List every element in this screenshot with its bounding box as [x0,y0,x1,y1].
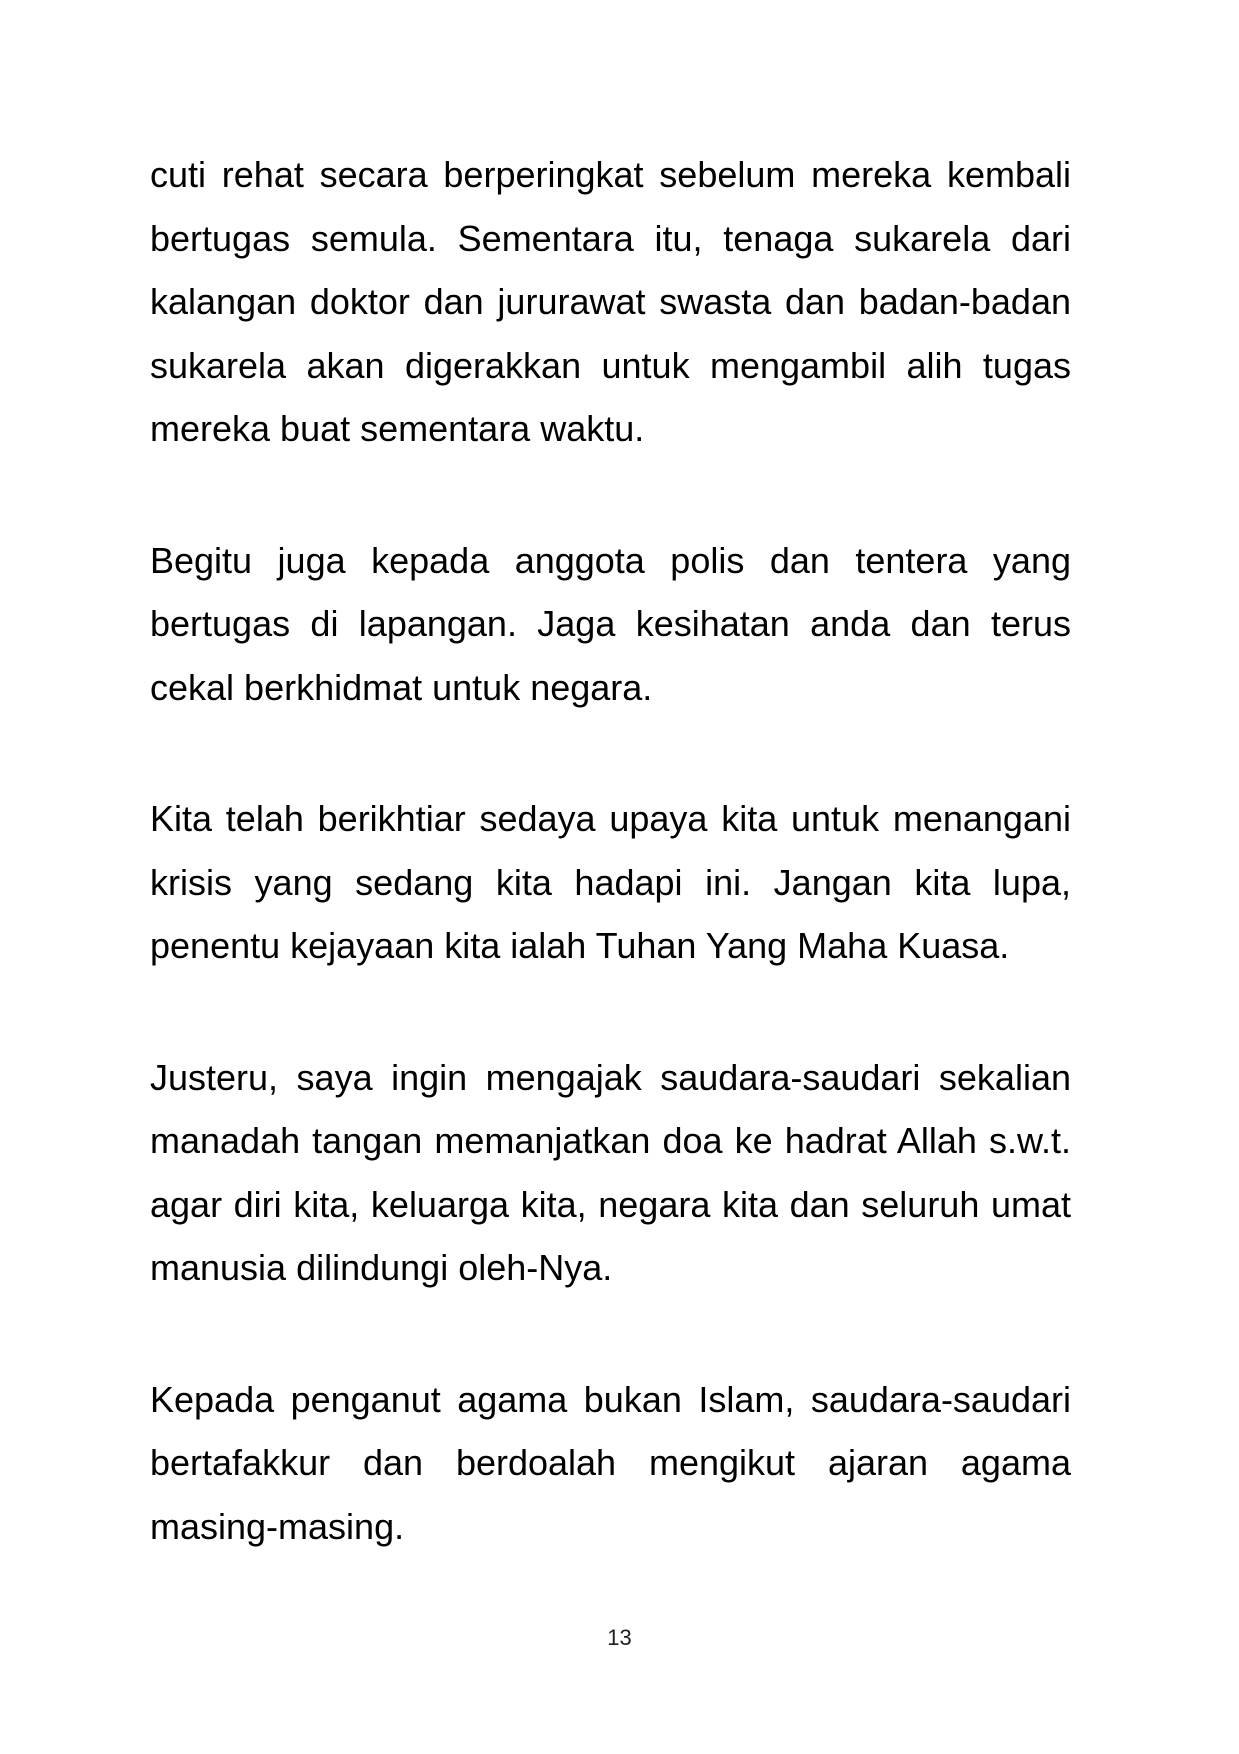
paragraph-1: cuti rehat secara berperingkat sebelum mereka kembali bertugas semula. Sementara itu, tenaga sukarela dari kalangan doktor dan jururawat swasta dan badan-badan sukarela akan digerakkan untuk mengambil alih tugas mereka buat sementara waktu. [150,154,1071,449]
paragraph-3: Kita telah berikhtiar sedaya upaya kita untuk menangani krisis yang sedang kita hadapi ini. Jangan kita lupa, penentu kejayaan kita ialah Tuhan Yang Maha Kuasa. [150,798,1071,966]
paragraph-5: Kepada penganut agama bukan Islam, saudara-saudari bertafakkur dan berdoalah mengikut ajaran agama masing-masing. [150,1378,1071,1547]
paragraph-2: Begitu juga kepada anggota polis dan tentera yang bertugas di lapangan. Jaga kesihatan anda dan terus cekal berkhidmat untuk negara. [150,539,1071,708]
paragraph-4: Justeru, saya ingin mengajak saudara-saudari sekalian manadah tangan memanjatkan doa ke hadrat Allah s.w.t. agar diri kita, keluarga kita, negara kita dan seluruh umat manusia dilindungi oleh-Nya. [150,1056,1071,1288]
page-number: 13 [607,1625,632,1650]
text-block [150,143,1071,1558]
